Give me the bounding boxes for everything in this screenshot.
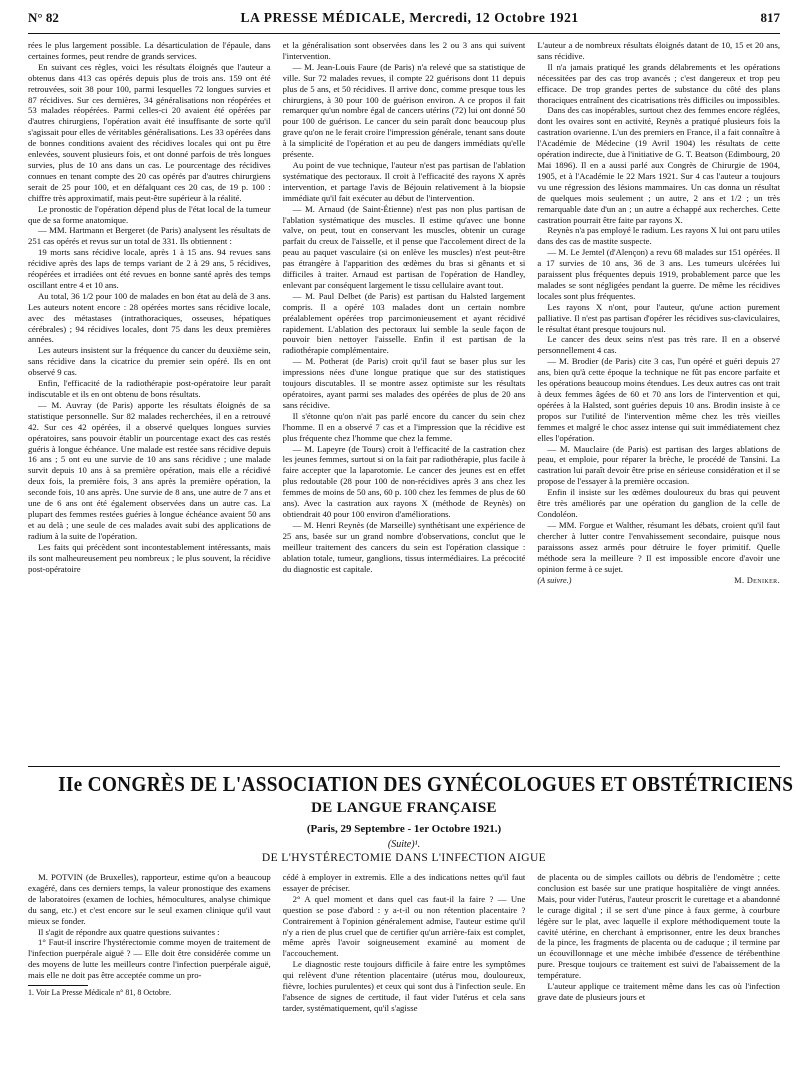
- paragraph: Le diagnostic reste toujours difficile à faire entre les symptômes qui relèvent d'une rétention placentaire (utérus mou, douloureux, fièvre, lochies purulentes) et ceux qui sont dus à l'infection seule. En l'absence de signes de certitude, il faut vider l'utérus et cela sans tarder, systématiquement, qu'il s'agisse: [282, 959, 526, 1013]
- paragraph: Le pronostic de l'opération dépend plus de l'état local de la tumeur que de sa forme anatomique.: [28, 203, 271, 225]
- paragraph: Enfin il insiste sur les œdèmes douloureux du bras qui peuvent être très améliorés par une opération du ganglion de la celle de Condoléon.: [537, 487, 780, 519]
- article-suite: (Suite)¹.: [387, 839, 421, 850]
- paragraph: Les auteurs insistent sur la fréquence du cancer du deuxième sein, sans récidive dans la cicatrice du premier sein opéré. Ils en ont observé 9 cas.: [28, 345, 271, 378]
- paragraph: — M. Henri Reynès (de Marseille) synthétisant une expérience de 25 ans, basée sur un grand nombre d'observations, conclut que le meilleur traitement des cancers du sein est l'opération classique : ablation totale, tumeur, ganglions, tissus intermédiaires. La précocité du diagnostic est capitale.: [282, 519, 526, 574]
- footnote: 1. Voir La Presse Médicale n° 81, 8 Octobre.: [28, 988, 172, 998]
- paragraph: 19 morts sans récidive locale, après 1 à 15 ans. 94 revues sans récidive après des laps de temps variant de 2 à 29 ans, 5 récidives, réopérées et irradiées ont été revues en bonne santé après des temps oscillant entre 4 et 10 ans.: [28, 247, 271, 290]
- paragraph: — M. Paul Delbet (de Paris) est partisan du Halsted largement compris. Il a opéré 103 malades dont un certain nombre préalablement opérées trop parcimonieusement et ayant récidivé rapidement. L'ablation des pectoraux lui semble la seule façon de pouvoir bien nettoyer l'aisselle. Enfin il est partisan de la radiothérapie complémentaire.: [282, 290, 526, 356]
- paragraph: — M. Mauclaire (de Paris) est partisan des larges ablations de peau, et emploie, pour réparer la brèche, le procédé de Tansini. La castration lui paraît devoir être prise en sérieuse considération et il se propose de l'essayer à la première occasion.: [537, 443, 780, 487]
- paragraph: — MM. Forgue et Walther, résumant les débats, croient qu'il faut chercher à lutter contre l'envahissement secondaire, puisque nous paraissons assez armés pour détruire le foyer primitif. Quelle méthode sera la meilleure ? Il est impossible encore d'avoir une opinion ferme à ce sujet.: [537, 519, 780, 574]
- header-rule: [28, 33, 780, 34]
- article-column-1: [28, 872, 271, 1070]
- column-3: [537, 40, 780, 763]
- paragraph: Le cancer des deux seins n'est pas très rare. Il en a observé personnellement 4 cas.: [537, 334, 780, 356]
- paragraph: — M. Brodier (de Paris) cite 3 cas, l'un opéré et guéri depuis 27 ans, bien qu'à cette époque la technique ne fût pas encore parfaite et les opérations beaucoup moins étendues. Les deux autres cas ont trait à deux femmes âgées de 60 et 70 ans lors de l'intervention et qui, opérées à la Halsted, sont guéries depuis 10 ans. Brodin insiste à ce propos sur l'utilité de l'intervention même chez les très vieilles femmes et malgré le choc assez intense qui suit immédiatement chez elles l'opération.: [537, 356, 780, 443]
- paragraph: Dans des cas inopérables, surtout chez des femmes encore réglées, dont les ovaires sont en activité, Reynès a pratiqué plusieurs fois la castration ovarienne. L'un des premiers en France, il a fait connaître à l'Académie de Médecine (19 Avril 1904) les résultats de cette opération indirecte, due à l'initiative de G. T. Beatson (Edimbourg, 20 Mai 1896). Il en a aussi parlé aux Congrès de Chirurgie de 1904, 1905, et à l'Académie le 22 Mars 1921. Sur 4 cas l'auteur a toujours vu une régression des lésions mammaires. Un cas donna un résultat de quelques mois seulement ; un autre, 2 ans et 1/2 ; un très remarquable date d'un an ; un autre a échappé aux recherches. Cette castration pourrait être faite par rayons X.: [537, 105, 780, 225]
- paragraph: M. POTVIN (de Bruxelles), rapporteur, estime qu'on a beaucoup exagéré, dans ces derniers temps, la valeur pronostique des examens de laboratoires (examen de lochies, hémocultures, analyse chimique du sang, etc.) et c'est encore sur le seul examen clinique qu'il vaut mieux se fonder.: [28, 872, 271, 926]
- page-header: [28, 10, 780, 32]
- paragraph: — M. Arnaud (de Saint-Étienne) n'est pas non plus partisan de l'ablation systématique des muscles. Il estime qu'avec une bonne valve, on peut, tout en conservant les muscles, obtenir un curage parfait du creux de l'aisselle, et il pense que l'accolement direct de la peau au paquet vasculaire (si on enlève les muscles) n'est peut-être pas étrangère à l'apparition des œdèmes du bras si gênants et si difficiles à traiter. Arnaud est partisan de l'opération de Handley, enlevant par conséquent largement le tissu cellulaire avant tout.: [282, 203, 526, 290]
- paragraph: L'auteur applique ce traitement même dans les cas où l'infection grave date de plusieurs jours et: [537, 981, 780, 1002]
- paragraph: Au total, 36 1/2 pour 100 de malades en bon état au delà de 3 ans. Les auteurs notent encore : 28 opérées mortes sans récidive locale, avec des métastases (intrathoraciques, osseuses, hépatiques cérébrales) ; 94 récidives locales, dont 75 dans les deux premières années.: [28, 290, 271, 345]
- signature-line: [537, 576, 780, 587]
- article-column-3: [537, 872, 780, 1070]
- paragraph: — MM. Hartmann et Bergeret (de Paris) analysent les résultats de 251 cas opérés et revus sur un total de 331. Ils obtiennent :: [28, 225, 271, 247]
- page-number: 817: [760, 10, 780, 25]
- paragraph: L'auteur a de nombreux résultats éloignés datant de 10, 15 et 20 ans, sans récidive.: [537, 40, 780, 61]
- report-columns: [28, 40, 780, 763]
- paragraph: — M. Jean-Louis Faure (de Paris) n'a relevé que sa statistique de ville. Sur 72 malades revues, il compte 22 guérisons dont 11 depuis plus de 5 ans, et 50 récidives. Il arrive donc, comme presque tous les chirurgiens, à 30 pour 100 de guérison environ. A ce propos il fait remarquer qu'un nombre égal de cancers utérins (72) lui ont donné 50 pour 100 de guérison. Le cancer du sein paraît donc beaucoup plus grave qu'on ne le ferait croire l'impression générale, tenant sans doute à la simplicité de l'opération et au peu de dangers immédiats qu'elle présente.: [282, 61, 526, 160]
- journal-name: LA PRESSE MÉDICALE,: [240, 10, 406, 25]
- paragraph: Enfin, l'efficacité de la radiothérapie post-opératoire leur paraît indiscutable et ils en ont obtenu de bons résultats.: [28, 378, 271, 399]
- paragraph: 1° Faut-il inscrire l'hystérectomie comme moyen de traitement de l'infection puerpérale aiguë ? — Elle doit être considérée comme un des moyens de lutte les meilleurs contre l'infection puerpérale aiguë, mais elle ne doit pas être acceptée comme un pro-: [28, 937, 271, 981]
- section-rule: [28, 766, 780, 767]
- paragraph: Les faits qui précèdent sont incontestablement intéressants, mais ils sont malheureusement peu nombreux ; le plus souvent, la récidive post-opératoire: [28, 541, 271, 574]
- paragraph: — M. Le Jemtel (d'Alençon) a revu 68 malades sur 151 opérées. Il a 17 survies de 10 ans, 36 de 3 ans. Les tumeurs ulcérées lui paraissent plus fréquentes depuis 1919, probablement parce que les malades se sont négligées pendant la guerre. De même les récidives locales sont plus fréquentes.: [537, 247, 780, 301]
- paragraph: — M. Lapeyre (de Tours) croit à l'efficacité de la castration chez les jeunes femmes, surtout si on la fait par radiothérapie, plus facile à faire accepter que la laparotomie. Le cancer des jeunes est en effet plus redoutable (28 pour 100 de non-récidives après 3 ans chez les femmes de moins de 50 ans, 60 p. 100 chez les femmes de plus de 60 ans). Avec la castration aux rayons X (méthode de Reynès) on obtiendrait 40 pour 100 environ d'améliorations.: [282, 443, 526, 519]
- paragraph: Il s'étonne qu'on n'ait pas parlé encore du cancer du sein chez l'homme. Il en a observé 7 cas et a l'impression que la récidive est plus fréquente chez l'homme que chez la femme.: [282, 410, 526, 443]
- paragraph: Il s'agit de répondre aux quatre questions suivantes :: [38, 926, 220, 937]
- author-signature: M. Deniker.: [734, 576, 780, 586]
- article-title-line2: DE LANGUE FRANÇAISE: [311, 800, 497, 816]
- paragraph: En suivant ces règles, voici les résultats éloignés que l'auteur a obtenus dans 413 cas opérés depuis plus de trois ans. 159 ont été retrouvées, soit 38 pour 100, parmi lesquelles 72 longues survies et 87 récidives. Sur ces dernières, 34 généralisations non réopérées et 53 malades réopérées. Parmi celles-ci 20 avaient été opérées par d'autres chirurgiens, l'opération avait été insuffisante de sorte qu'il s'agissait pour elles de véritables généralisations. Les 33 opérées dans de bonnes conditions avaient des récidives locales qui ont pu être enlevées, souvent plusieurs fois, et ont donné parfois de très longues survies, plus de 10 ans dans un cas. Le pourcentage des récidives connues en tenant compte des 20 cas opérés par d'autres chirurgiens serait de 25 pour 100, et en défalquant ces 20 cas, de 19 p. 100 : chiffre très approximatif, mais peut-être supérieur à la réalité.: [28, 61, 271, 203]
- issue-date: Mercredi, 12 Octobre 1921: [409, 10, 579, 25]
- issue-number: N° 82: [28, 10, 59, 25]
- journal-title: [241, 10, 579, 26]
- paragraph: — M. Auvray (de Paris) apporte les résultats éloignés de sa statistique personnelle. Sur 82 malades recherchées, il en a retrouvé 42. Sur ces 42 opérées, il a observé quelques longues survies opératoires, sans pouvoir établir un pourcentage exact des cas restés guéris à longue échéance. Une malade est restée sans récidive depuis 16 ans ; 5 ont eu une survie de 10 ans sans récidive ; une malade survit depuis 10 ans à sa première opération, mais elle a récidivé deux fois, la première fois, 3 ans après la première opération, la seconde fois, 10 ans après. Une survie de 8 ans, une autre de 7 ans et une de 6 ans ont été également observées dans un autre cas. La plupart des femmes restées guéries à longue échéance avaient 50 ans et au delà ; une seule de ces malades avait subi des applications de radium à la suite de l'opération.: [28, 399, 271, 541]
- paragraph: rées le plus largement possible. La désarticulation de l'épaule, dans certaines formes, peut rendre de grands services.: [28, 40, 271, 61]
- to-be-continued: (A suivre.): [537, 576, 572, 586]
- article-columns: [28, 872, 780, 1070]
- paragraph: Il n'a jamais pratiqué les grands délabrements et les opérations nécessitées par des cas trop avancés ; c'est dangereux et trop peu efficace. De trop grandes pertes de substance du côté des plans thoraciques entraînent des cicatrisations très difficiles ou impossibles.: [537, 61, 780, 105]
- paragraph: cédé à employer in extremis. Elle a des indications nettes qu'il faut essayer de préciser.: [282, 872, 526, 893]
- paragraph: de placenta ou de simples caillots ou débris de l'endomètre ; cette conclusion est basée sur une pratique hospitalière de vingt années. Mais, pour vider l'utérus, l'auteur proscrit le curettage et a abandonné le curage digital ; il se sert d'une pince à faux germe, à courbure légère sur le plat, avec laquelle il explore méthodiquement toute la cavité utérine, en cherchant à emprisonner, entre les deux branches de la pince, les fragments de placenta ou de caduque ; il termine par un écouvillonnage et une mèche imbibée d'essence de térébenthine pure. Presque toujours ce traitement est suivi de l'abaissement de la température.: [537, 872, 780, 981]
- footnote-rule: [28, 985, 88, 986]
- paragraph: et la généralisation sont observées dans les 2 ou 3 ans qui suivent l'intervention.: [282, 40, 526, 61]
- paragraph: Au point de vue technique, l'auteur n'est pas partisan de l'ablation systématique des pectoraux. Il croit à l'efficacité des rayons X après intervention, et partage l'avis de Béjouin relativement à la biopsie immédiate qu'il fait exécuter au début de l'intervention.: [282, 159, 526, 203]
- column-1: [28, 40, 271, 763]
- article-subheading: DE L'HYSTÉRECTOMIE DANS L'INFECTION AIGUE: [261, 852, 547, 864]
- column-2: [283, 40, 526, 763]
- article-title: IIe CONGRÈS DE L'ASSOCIATION DES GYNÉCOLOGUES ET OBSTÉTRICIENS: [58, 772, 794, 796]
- article-dates: (Paris, 29 Septembre - 1er Octobre 1921.): [306, 823, 502, 835]
- paragraph: — M. Potherat (de Paris) croit qu'il faut se baser plus sur les impressions nées d'une longue pratique que sur des statistiques toujours discutables. Il se montre assez optimiste sur les résultats opératoires, ayant parmi ses malades des opérées de plus de 20 ans sans récidive.: [282, 356, 526, 410]
- article-title-block: [28, 772, 794, 850]
- paragraph: Les rayons X n'ont, pour l'auteur, qu'une action purement palliative. Il n'est pas partisan d'opérer les récidives sus-claviculaires, le résultat étant presque toujours nul.: [537, 301, 780, 334]
- paragraph: Reynès n'a pas employé le radium. Les rayons X lui ont paru utiles dans des cas de mastite suspecte.: [537, 225, 780, 247]
- article-column-2: [283, 872, 526, 1070]
- paragraph: 2° A quel moment et dans quel cas faut-il la faire ? — Une question se pose d'abord : y a-t-il ou non rétention placentaire ? Contrairement à l'opinion généralement admise, l'auteur estime qu'il n'y a rien de plus cruel que de certifier qu'un arrière-faix est complet, même après l'avoir soigneusement examiné au moment de l'accouchement.: [282, 893, 526, 959]
